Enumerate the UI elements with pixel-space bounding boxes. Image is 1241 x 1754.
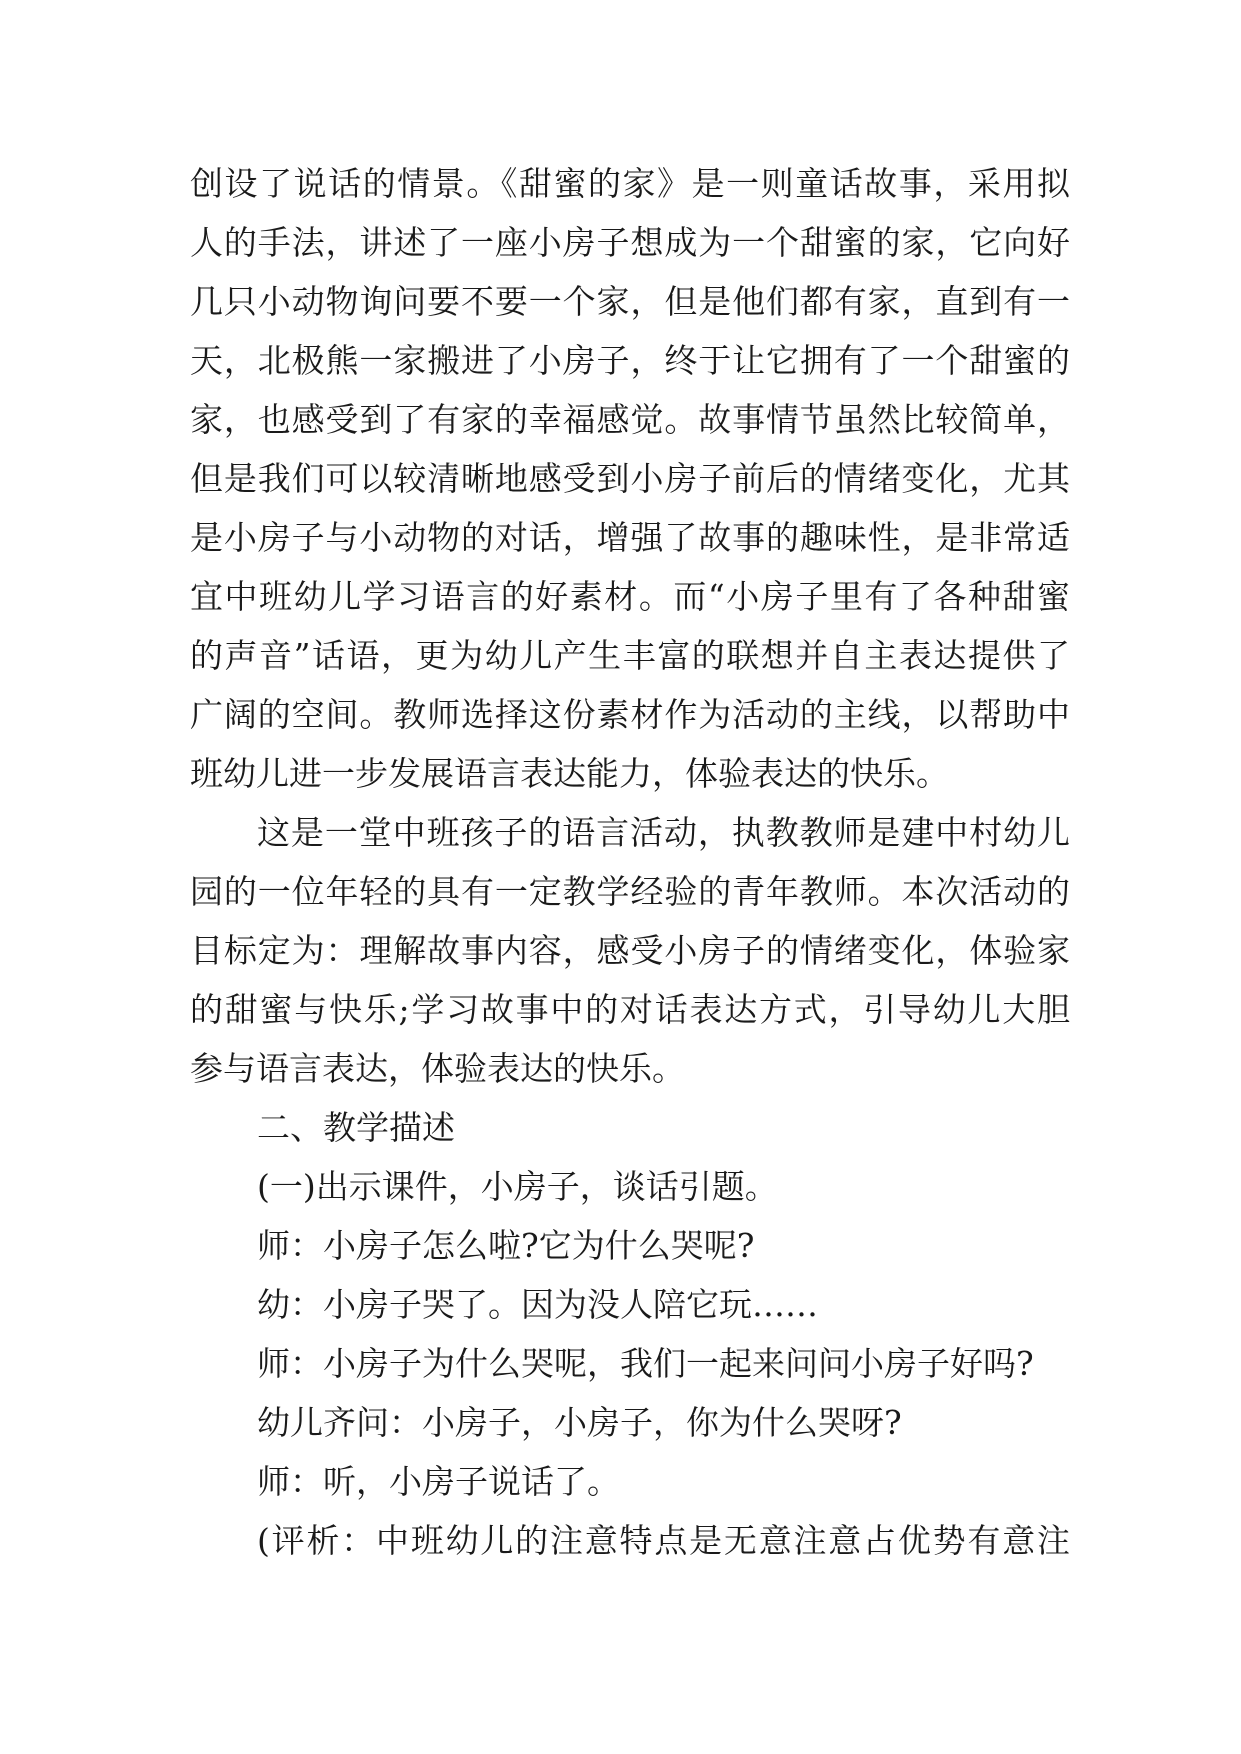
dialogue — [190, 1216, 1070, 1511]
dialogue-line: 幼儿齐问：小房子，小房子，你为什么哭呀? — [257, 1403, 902, 1442]
text-line: 这是一堂中班孩子的语言活动，执教教师是建中村幼儿 — [257, 813, 1070, 852]
text-line: 但是我们可以较清晰地感受到小房子前后的情绪变化，尤其 — [190, 459, 1070, 498]
text-line: 创设了说话的情景。《甜蜜的家》是一则童话故事，采用拟 — [190, 164, 1070, 203]
text-line: 参与语言表达，体验表达的快乐。 — [190, 1049, 685, 1088]
paragraph-activity-goals — [190, 803, 1070, 1098]
text-line: 班幼儿进一步发展语言表达能力，体验表达的快乐。 — [190, 754, 949, 793]
text-line: 的甜蜜与快乐;学习故事中的对话表达方式，引导幼儿大胆 — [190, 990, 1070, 1029]
commentary-line: (评析：中班幼儿的注意特点是无意注意占优势有意注 — [257, 1521, 1070, 1560]
step-heading: (一)出示课件，小房子，谈话引题。 — [257, 1167, 778, 1206]
text-line: 广阔的空间。教师选择这份素材作为活动的主线，以帮助中 — [190, 695, 1070, 734]
text-line: 是小房子与小动物的对话，增强了故事的趣味性，是非常适 — [190, 518, 1070, 557]
dialogue-line: 师：听，小房子说话了。 — [257, 1462, 620, 1501]
text-line: 人的手法，讲述了一座小房子想成为一个甜蜜的家，它向好 — [190, 223, 1070, 262]
text-line: 家，也感受到了有家的幸福感觉。故事情节虽然比较简单， — [190, 400, 1070, 439]
text-line: 宜中班幼儿学习语言的好素材。而“小房子里有了各种甜蜜 — [190, 577, 1070, 616]
text-line: 天，北极熊一家搬进了小房子，终于让它拥有了一个甜蜜的 — [190, 341, 1070, 380]
dialogue-line: 幼：小房子哭了。因为没人陪它玩…… — [257, 1285, 818, 1324]
text-line: 的声音”话语，更为幼儿产生丰富的联想并自主表达提供了 — [190, 636, 1070, 675]
text-line: 园的一位年轻的具有一定教学经验的青年教师。本次活动的 — [190, 872, 1070, 911]
body-text — [190, 154, 1070, 1570]
dialogue-line: 师：小房子为什么哭呢，我们一起来问问小房子好吗? — [257, 1344, 1034, 1383]
paragraph-story-analysis — [190, 154, 1070, 803]
dialogue-line: 师：小房子怎么啦?它为什么哭呢? — [257, 1226, 755, 1265]
text-line: 目标定为：理解故事内容，感受小房子的情绪变化，体验家 — [190, 931, 1070, 970]
text-line: 几只小动物询问要不要一个家，但是他们都有家，直到有一 — [190, 282, 1070, 321]
section-heading: 二、教学描述 — [257, 1108, 455, 1147]
